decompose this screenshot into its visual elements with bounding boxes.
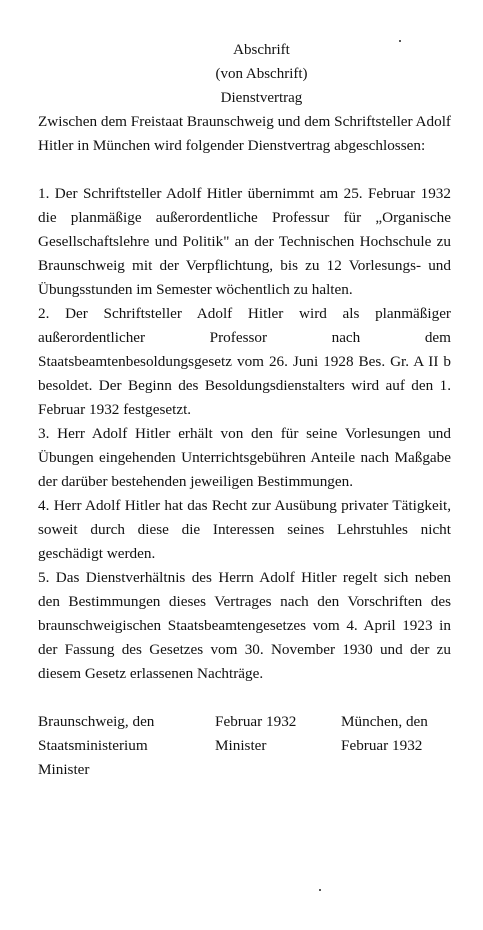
clause-4: 4. Herr Adolf Hitler hat das Recht zur Ausübung privater Tätigkeit, soweit durch diese die Interessen seines Lehrstuhles nicht geschädigt werden. (38, 497, 451, 562)
signature-date-right: Februar 1932 (341, 737, 423, 754)
clause-2: 2. Der Schriftsteller Adolf Hitler wird als planmäßiger außerordentlicher Professor nach dem Staatsbeamtenbesoldungsgesetz vom 26. Juni 1928 Bes. Gr. A II b besoldet. Der Beginn des Besoldungsdienstalters wird auf den 1. Februar 1932 festgesetzt. (38, 305, 451, 418)
signature-date-middle: Februar 1932 (215, 713, 297, 730)
signature-minister-left: Minister (38, 761, 90, 778)
signature-place-right: München, den (341, 713, 428, 730)
signature-ministry: Staatsministerium (38, 737, 148, 754)
scan-speck (319, 889, 321, 891)
signature-left-column (38, 710, 208, 782)
heading-contract-title: Dienstvertrag (220, 90, 303, 106)
document-page (38, 38, 451, 784)
signature-right-column (341, 710, 453, 758)
clause-5: 5. Das Dienstverhältnis des Herrn Adolf Hitler regelt sich neben den Bestimmungen dieses Vertrages nach den Vorschriften des braunschweigischen Staatsbeamtengesetzes vom 4. April 1923 in der Fassung des Gesetzes vom 30. November 1930 und der zu diesem Gesetz erlassenen Nachträge. (38, 569, 451, 682)
heading-copy-note: (von Abschrift) (215, 66, 308, 82)
heading-copy-label: Abschrift (233, 42, 290, 58)
intro-paragraph: Zwischen dem Freistaat Braunschweig und dem Schriftsteller Adolf Hitler in München wird folgender Dienstvertrag abgeschlossen: (38, 113, 451, 154)
clause-3: 3. Herr Adolf Hitler erhält von den für seine Vorlesungen und Übungen eingehenden Unterrichtsgebühren Anteile nach Maßgabe der darüber bestehenden jeweiligen Bestimmungen. (38, 425, 451, 490)
scan-speck (399, 40, 401, 42)
clause-1: 1. Der Schriftsteller Adolf Hitler übernimmt am 25. Februar 1932 die planmäßige außerordentliche Professur für „Organische Gesellschaftslehre und Politik" an der Technischen Hochschule zu Braunschweig mit der Verpflichtung, bis zu 12 Vorlesungs- und Übungsstunden im Semester wöchentlich zu halten. (38, 185, 451, 298)
document-heading (72, 38, 451, 110)
signature-place: Braunschweig, den (38, 713, 155, 730)
signature-block (38, 710, 451, 784)
signature-middle-column (215, 710, 325, 758)
signature-minister-middle: Minister (215, 737, 267, 754)
